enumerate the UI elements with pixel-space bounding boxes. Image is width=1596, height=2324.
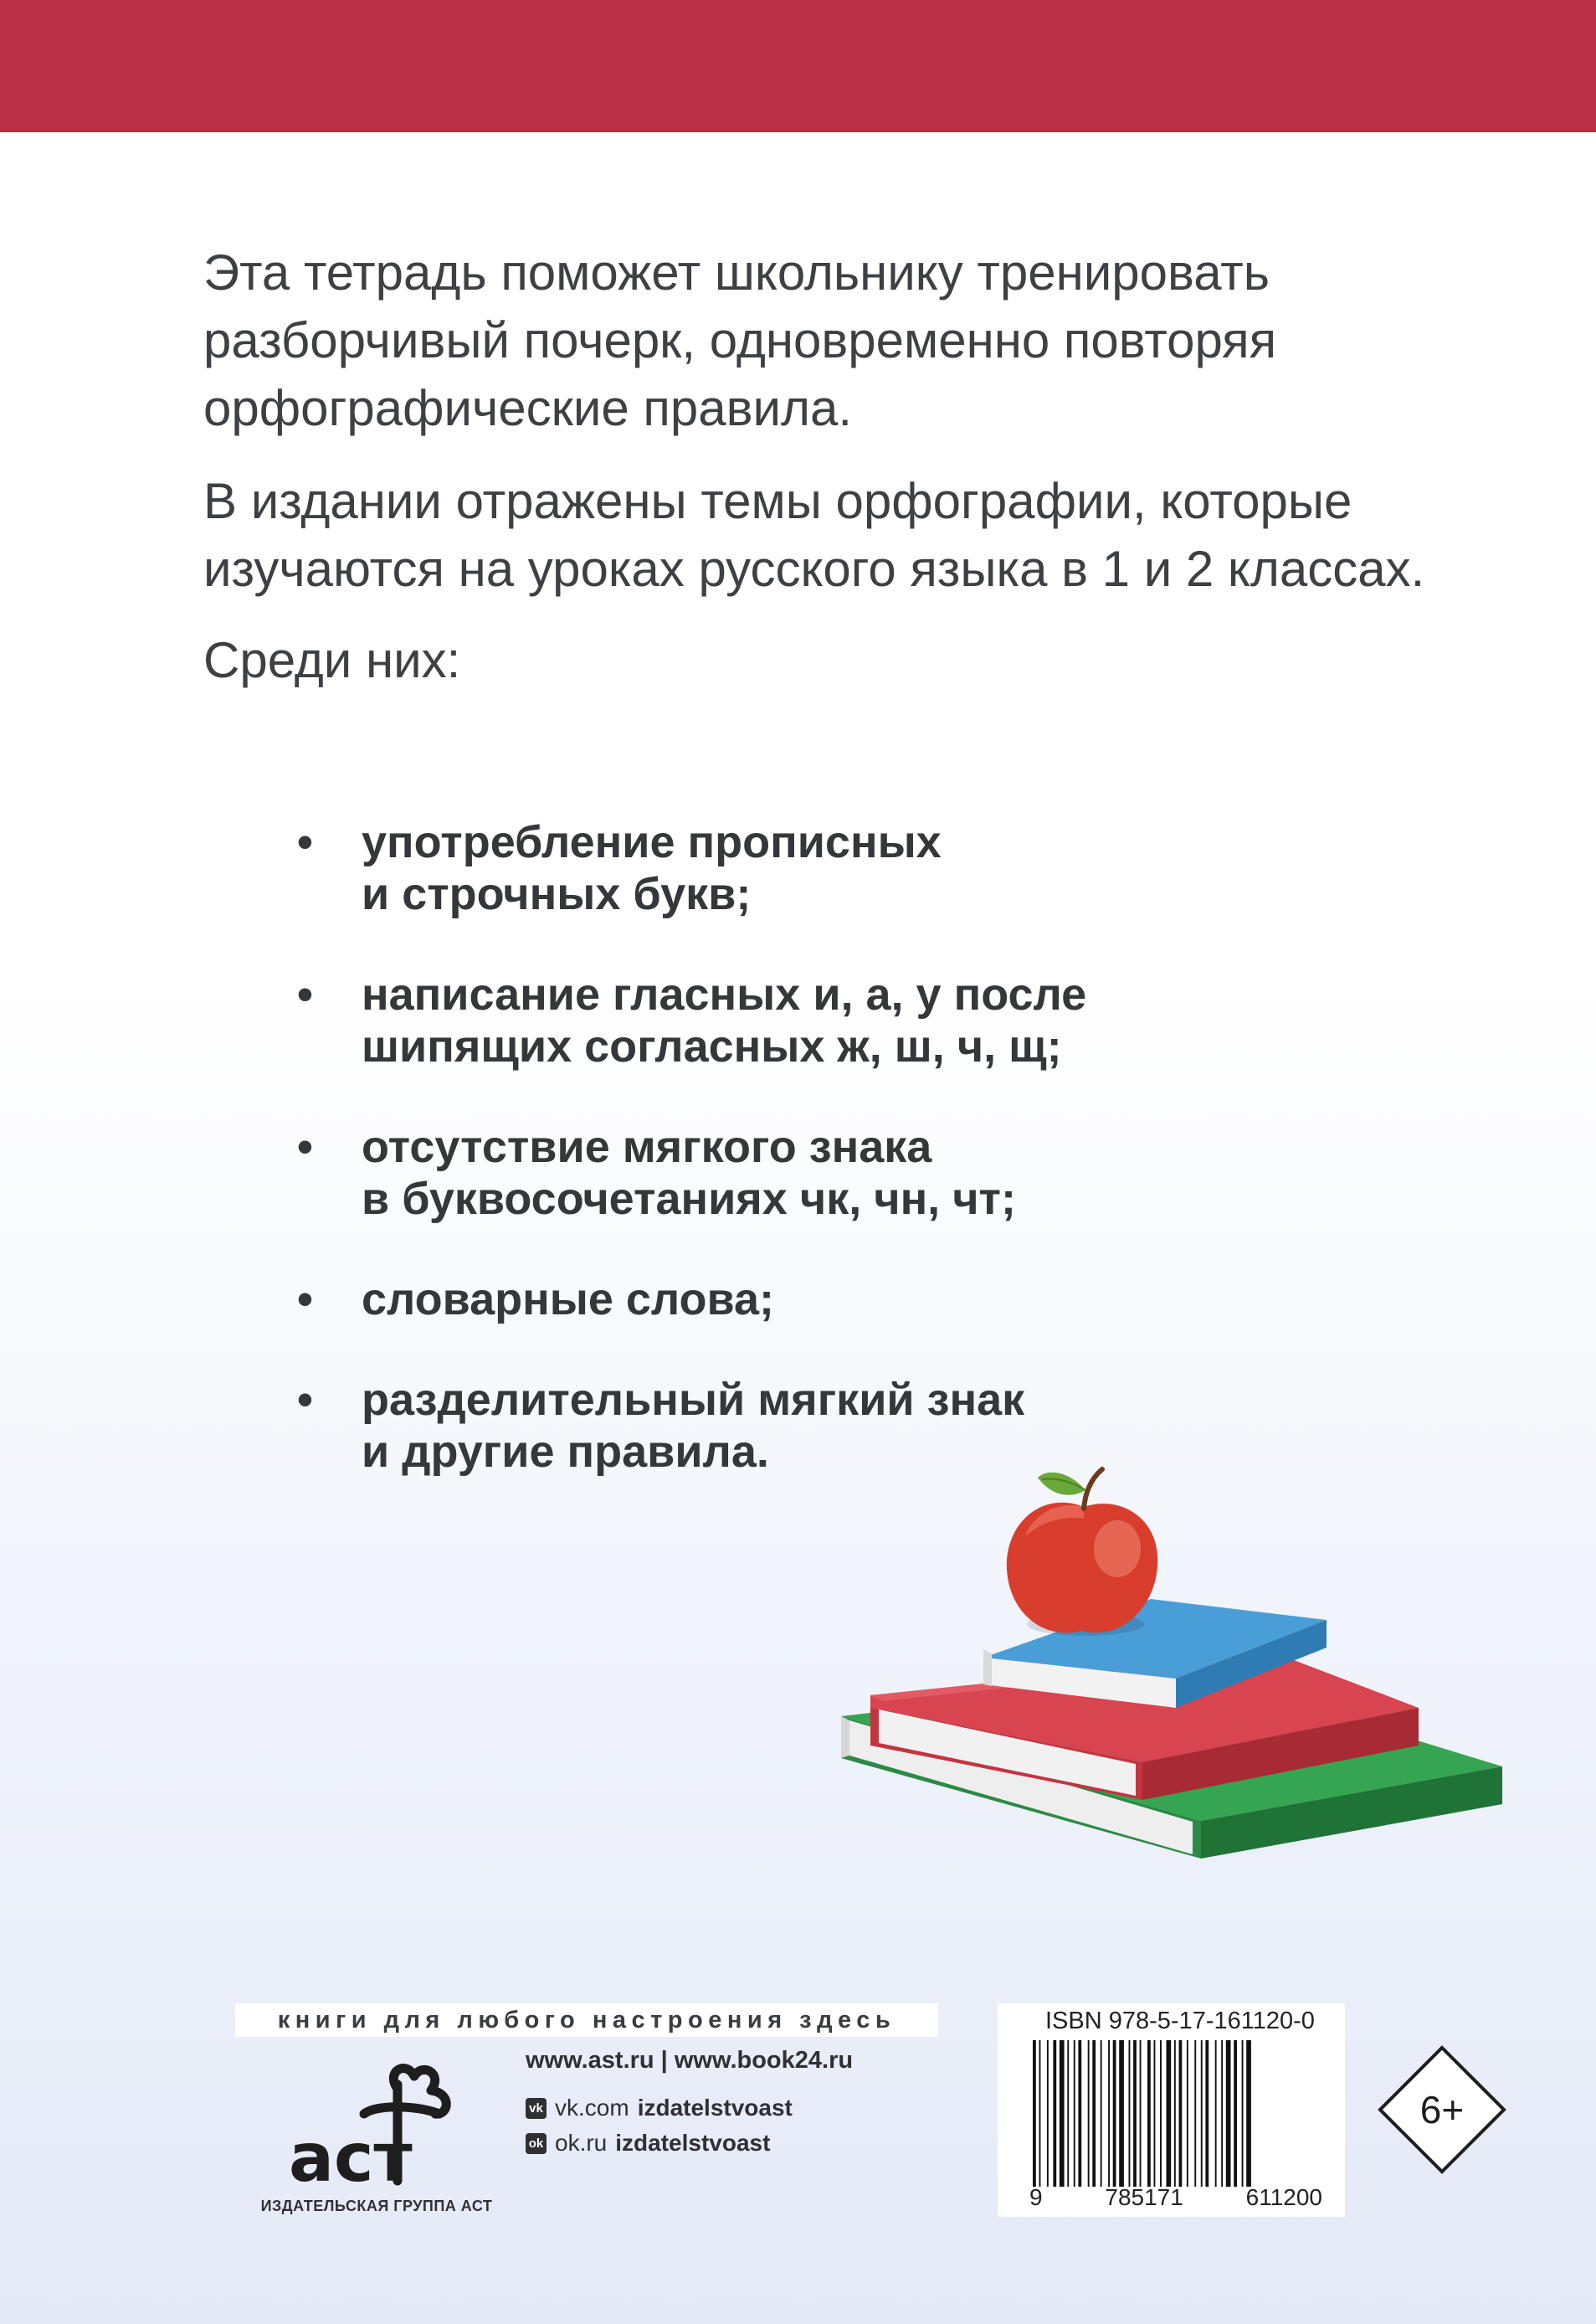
ean-digit-group: 611200 — [1245, 2184, 1322, 2210]
logo-wordmark: аст — [289, 2119, 413, 2197]
tagline-bar — [235, 2003, 938, 2037]
ean-digits — [1029, 2184, 1322, 2211]
barcode — [1029, 2040, 1322, 2187]
topic-line: отсутствие мягкого знака — [362, 1122, 932, 1172]
topic-line: написание гласных и, а, у после — [362, 969, 1087, 1020]
books-apple-illustration — [833, 1432, 1536, 1917]
ok-icon: ok — [526, 2133, 547, 2154]
intro-paragraph: Эта тетрадь поможет школьнику тренировать разборчивый почерк, одновременно повторяя орфографические правила. — [203, 244, 1277, 436]
topic-line: употребление прописных — [362, 817, 942, 867]
topics-list — [297, 816, 1385, 1526]
topic-line: и другие правила. — [362, 1427, 769, 1477]
social-ok[interactable] — [526, 2128, 853, 2158]
header-band — [0, 0, 1596, 132]
topic-item — [297, 816, 1385, 920]
ean-digit-group: 9 — [1029, 2184, 1043, 2210]
topic-line: разделительный мягкий знак — [362, 1375, 1025, 1425]
intro-list-heading: Среди них: — [203, 632, 461, 688]
social-domain: ok.ru — [555, 2130, 608, 2156]
social-domain: vk.com — [555, 2095, 629, 2121]
bullet: • — [297, 1122, 313, 1172]
publisher-name: ИЗДАТЕЛЬСКАЯ ГРУППА АСТ — [260, 2198, 493, 2214]
topic-item — [297, 1273, 1385, 1325]
topic-line: словарные слова; — [362, 1274, 774, 1324]
intro-text — [203, 239, 1459, 717]
social-handle: izdatelstvoast — [615, 2130, 771, 2156]
tagline: книги для любого настроения здесь — [277, 2006, 896, 2034]
age-rating: 6+ — [1419, 2088, 1465, 2131]
isbn-label: ISBN 978-5-17-161120-0 — [1045, 2008, 1315, 2034]
website-links[interactable]: www.ast.ru | www.book24.ru — [526, 2047, 854, 2074]
ean-digit-group: 785171 — [1105, 2184, 1183, 2210]
contact-links — [526, 2047, 853, 2163]
topic-line: шипящих согласных ж, ш, ч, щ; — [362, 1021, 1062, 1072]
bullet: • — [297, 1274, 313, 1324]
bullet: • — [297, 1375, 313, 1425]
apple-icon — [1007, 1469, 1157, 1636]
ast-logo — [272, 2055, 473, 2202]
topic-line: в буквосочетаниях чк, чн, чт; — [362, 1174, 1016, 1224]
age-rating-badge — [1375, 2043, 1509, 2177]
social-handle: izdatelstvoast — [637, 2095, 793, 2121]
intro-paragraph: В издании отражены темы орфографии, которые изучаются на уроках русского языка в 1 и 2 классах. — [203, 473, 1425, 597]
bullet: • — [297, 969, 313, 1020]
topic-line: и строчных букв; — [362, 869, 752, 919]
social-vk[interactable] — [526, 2093, 853, 2123]
vk-icon: vk — [526, 2098, 547, 2119]
topic-item — [297, 969, 1385, 1072]
barcode-panel — [998, 2003, 1345, 2217]
bullet: • — [297, 817, 313, 867]
topic-item — [297, 1121, 1385, 1225]
